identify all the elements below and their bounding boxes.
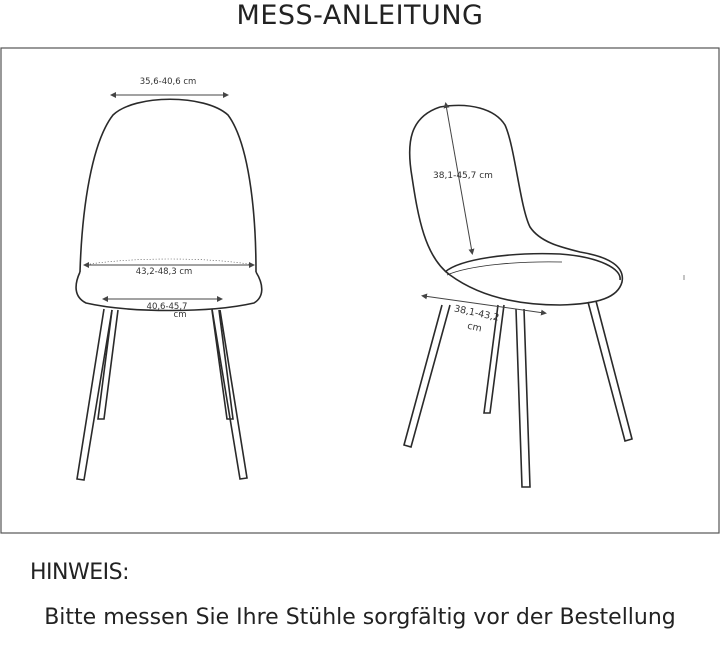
front-top-width-label: 35,6-40,6 cm [139,77,197,87]
page-title: MESS-ANLEITUNG [236,0,484,31]
front-seat-depth-label-1: 40,6-45,7 [146,302,188,312]
side-chair-backrest [410,105,623,305]
side-chair-seat [445,254,620,280]
front-seat-depth-label-2: cm [173,310,187,320]
front-chair [76,99,262,480]
side-chair [404,105,632,487]
side-chair-leg-back [588,301,632,441]
front-seat-width-label: 43,2-48,3 cm [135,267,193,277]
front-chair-backrest [80,99,256,272]
measurement-diagram [0,47,720,534]
notice-text: Bitte messen Sie Ihre Stühle sorgfältig vor der Bestellung [44,605,676,630]
notice-heading: HINWEIS: [30,560,130,585]
side-back-height-label: 38,1-45,7 cm [433,171,493,181]
side-seat-depth-label-1: 38,1-43,2 [453,303,501,324]
side-chair-leg-front [404,305,450,447]
side-chair-leg-middle [516,309,530,487]
side-seat-depth-label-2: cm [466,320,483,335]
